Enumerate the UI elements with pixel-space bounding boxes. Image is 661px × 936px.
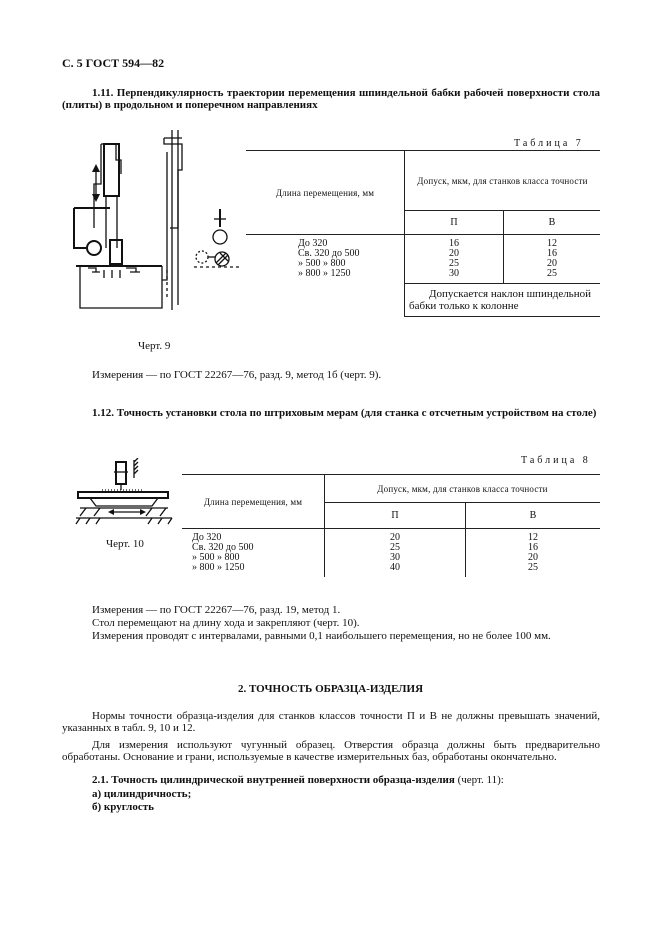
table-7-row-v: 25 (547, 268, 557, 279)
table-8-row-p: 40 (390, 562, 400, 573)
table-8-row-len: Св. 320 до 500 (192, 542, 254, 553)
section-2-p1: Нормы точности образца-изделия для станков классов точности П и В не должны превышать значений, указанных в табл. 9, 10 и 12. (62, 710, 600, 734)
table-8-col-length: Длина перемещения, мм (182, 475, 325, 529)
table-7-col-length: Длина перемещения, мм (246, 151, 405, 235)
table-7-row-p: 30 (449, 268, 459, 279)
table-8-row-v: 12 (528, 532, 538, 543)
table-7-row-len: Св. 320 до 500 (298, 248, 360, 259)
figure-10-drawing (72, 458, 180, 530)
table-8-row-len: До 320 (192, 532, 222, 543)
table-7-row-len: До 320 (298, 238, 328, 249)
item-a: а) цилиндричность; (92, 788, 192, 800)
table-7-row-p: 25 (449, 258, 459, 269)
item-b: б) круглость (92, 801, 154, 813)
table-8-class-v: В (466, 503, 601, 529)
measure-1-11: Измерения — по ГОСТ 22267—76, разд. 9, метод 1б (черт. 9). (92, 369, 382, 381)
table-8-row-len: » 500 » 800 (192, 552, 240, 563)
table-7-caption: Таблица 7 (514, 138, 584, 149)
section-1-11-title: 1.11. Перпендикулярность траектории перемещения шпиндельной бабки рабочей поверхности стола (плиты) в продольном и поперечном направлениях (62, 87, 600, 111)
table-8-row-p: 30 (390, 552, 400, 563)
table-8-class-p: П (325, 503, 466, 529)
table-8-row-p: 20 (390, 532, 400, 543)
interval-text: Измерения проводят с интервалами, равными 0,1 наибольшего перемещения, но не более 100 мм. (92, 630, 551, 642)
table-7-row-v: 12 (547, 238, 557, 249)
measure-1-12: Измерения — по ГОСТ 22267—76, разд. 19, метод 1. (92, 604, 341, 616)
section-2-p2: Для измерения используют чугунный образец. Отверстия образца должны быть предварительно обработаны. Основание и грани, используемые в качестве измерительных баз, обработаны окончательно. (62, 739, 600, 763)
table-7-row-v: 20 (547, 258, 557, 269)
table-8-row-len: » 800 » 1250 (192, 562, 245, 573)
figure-10-caption: Черт. 10 (106, 538, 144, 550)
table-7-class-p: П (405, 211, 504, 235)
figure-9-caption: Черт. 9 (138, 340, 171, 352)
table-8-row-p: 25 (390, 542, 400, 553)
table-7-row-len: » 800 » 1250 (298, 268, 351, 279)
table-8-col-tolerance: Допуск, мкм, для станков класса точности (325, 475, 601, 503)
table-7-row-p: 20 (449, 248, 459, 259)
table-8-row-v: 16 (528, 542, 538, 553)
table-8-caption: Таблица 8 (521, 455, 591, 466)
table-7-col-tolerance: Допуск, мкм, для станков класса точности (405, 151, 601, 211)
section-1-12-title: 1.12. Точность установки стола по штриховым мерам (для станка с отсчетным устройством на столе) (92, 407, 597, 419)
table-7-row-p: 16 (449, 238, 459, 249)
table-8 (182, 474, 600, 577)
table-7-row-v: 16 (547, 248, 557, 259)
section-2-1-title: 2.1. Точность цилиндрической внутренней поверхности образца-изделия (92, 774, 455, 786)
table-7-note: Допускается наклон шпиндельной бабки только к колонне (405, 283, 601, 316)
page-header: С. 5 ГОСТ 594—82 (62, 56, 165, 70)
section-2-1-ref: (черт. 11): (454, 774, 504, 786)
figure-9-side-gauge (190, 205, 245, 275)
move-table-text: Стол перемещают на длину хода и закрепляют (черт. 10). (92, 617, 360, 629)
table-7-class-v: В (504, 211, 601, 235)
table-8-row-v: 25 (528, 562, 538, 573)
table-7-row-len: » 500 » 800 (298, 258, 346, 269)
table-7 (246, 150, 600, 317)
section-2-heading: 2. ТОЧНОСТЬ ОБРАЗЦА-ИЗДЕЛИЯ (237, 683, 424, 695)
section-2-1 (92, 774, 600, 786)
table-8-row-v: 20 (528, 552, 538, 563)
